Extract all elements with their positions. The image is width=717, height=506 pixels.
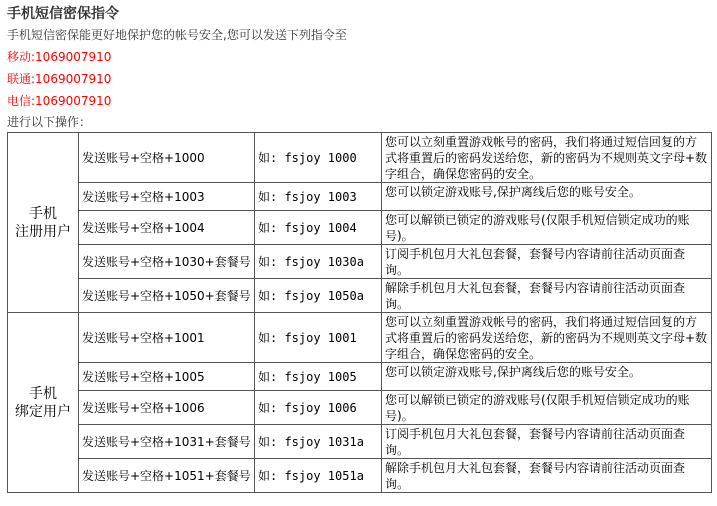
page-title: 手机短信密保指令 xyxy=(7,6,119,22)
command-cell: 发送账号+空格+1003 xyxy=(79,183,255,211)
example-cell: 如: fsjoy 1031a xyxy=(255,425,382,459)
table-row xyxy=(8,391,712,425)
table-row xyxy=(8,425,712,459)
table-row xyxy=(8,245,712,279)
command-cell: 发送账号+空格+1001 xyxy=(79,313,255,363)
group-label-registered xyxy=(8,133,79,313)
lead-text: 进行以下操作： xyxy=(7,115,92,129)
table-row xyxy=(8,313,712,363)
example-cell: 如: fsjoy 1004 xyxy=(255,211,382,245)
example-cell: 如: fsjoy 1005 xyxy=(255,363,382,391)
command-cell: 发送账号+空格+1000 xyxy=(79,133,255,183)
description-cell: 解除手机包月大礼包套餐，套餐号内容请前往活动页面查询。 xyxy=(382,459,712,493)
description-cell: 您可以立刻重置游戏帐号的密码，我们将通过短信回复的方式将重置后的密码发送给您，新的密码为不规则英文字母+数字组合，确保您密码的安全。 xyxy=(382,313,712,363)
description-cell: 您可以锁定游戏账号,保护离线后您的账号安全。 xyxy=(382,183,712,211)
description-cell: 解除手机包月大礼包套餐，套餐号内容请前往活动页面查询。 xyxy=(382,279,712,313)
example-cell: 如: fsjoy 1051a xyxy=(255,459,382,493)
command-table xyxy=(7,132,712,493)
number-telecom: 电信:1069007910 xyxy=(7,94,112,108)
example-cell: 如: fsjoy 1006 xyxy=(255,391,382,425)
example-cell: 如: fsjoy 1001 xyxy=(255,313,382,363)
example-cell: 如: fsjoy 1003 xyxy=(255,183,382,211)
description-cell: 您可以解锁已锁定的游戏账号(仅限手机短信锁定成功的账号)。 xyxy=(382,211,712,245)
description-cell: 您可以立刻重置游戏帐号的密码，我们将通过短信回复的方式将重置后的密码发送给您，新的密码为不规则英文字母+数字组合，确保您密码的安全。 xyxy=(382,133,712,183)
table-row xyxy=(8,363,712,391)
sms-security-panel xyxy=(7,0,712,493)
example-cell: 如: fsjoy 1030a xyxy=(255,245,382,279)
command-cell: 发送账号+空格+1050+套餐号 xyxy=(79,279,255,313)
table-row xyxy=(8,211,712,245)
example-cell: 如: fsjoy 1050a xyxy=(255,279,382,313)
group-label-bound xyxy=(8,313,79,493)
description-cell: 订阅手机包月大礼包套餐，套餐号内容请前往活动页面查询。 xyxy=(382,245,712,279)
group-label-line2: 注册用户 xyxy=(15,223,71,240)
command-cell: 发送账号+空格+1006 xyxy=(79,391,255,425)
table-row xyxy=(8,279,712,313)
example-cell: 如: fsjoy 1000 xyxy=(255,133,382,183)
table-row xyxy=(8,133,712,183)
table-row xyxy=(8,459,712,493)
command-cell: 发送账号+空格+1030+套餐号 xyxy=(79,245,255,279)
description-cell: 您可以解锁已锁定的游戏账号(仅限手机短信锁定成功的账号)。 xyxy=(382,391,712,425)
command-cell: 发送账号+空格+1005 xyxy=(79,363,255,391)
description-cell: 您可以锁定游戏账号,保护离线后您的账号安全。 xyxy=(382,363,712,391)
group-label-line1: 手机 xyxy=(29,385,57,402)
group-label-line2: 绑定用户 xyxy=(15,403,71,420)
table-row xyxy=(8,183,712,211)
command-cell: 发送账号+空格+1051+套餐号 xyxy=(79,459,255,493)
group-label-line1: 手机 xyxy=(29,205,57,222)
command-cell: 发送账号+空格+1031+套餐号 xyxy=(79,425,255,459)
intro-text: 手机短信密保能更好地保护您的帐号安全,您可以发送下列指令至 xyxy=(7,28,347,42)
number-unicom: 联通:1069007910 xyxy=(7,72,112,86)
command-cell: 发送账号+空格+1004 xyxy=(79,211,255,245)
number-mobile: 移动:1069007910 xyxy=(7,50,112,64)
description-cell: 订阅手机包月大礼包套餐，套餐号内容请前往活动页面查询。 xyxy=(382,425,712,459)
